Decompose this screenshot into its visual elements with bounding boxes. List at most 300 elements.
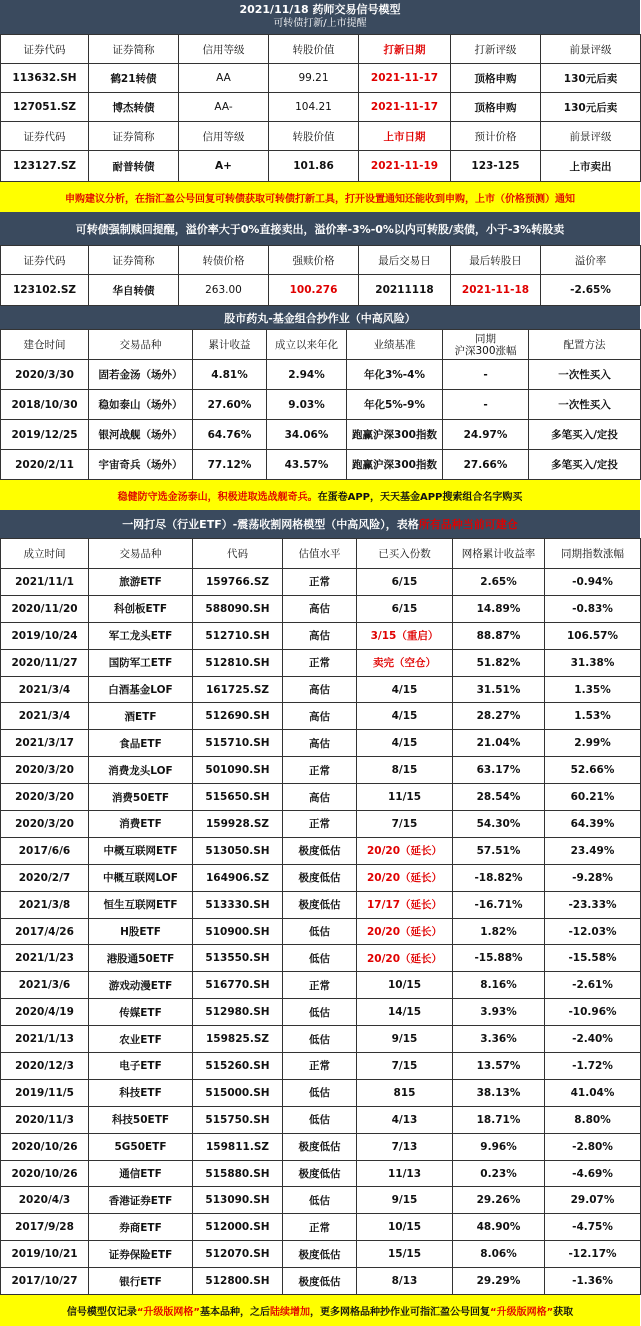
cb-notice: 申购建议分析，在指汇盈公号回复可转债获取可转债打新工具，打开设置通知还能收到申购，上市（价格预测）通知 [0,182,640,212]
header-cell: 强赎价格 [269,246,359,275]
table-row [1,569,641,596]
table-cell: 4/15 [357,703,453,730]
table-cell: 18.71% [453,1106,545,1133]
table-cell: 14.89% [453,595,545,622]
table-cell: -18.82% [453,864,545,891]
table-cell: 3.36% [453,1026,545,1053]
table-cell: 159811.SZ [193,1133,283,1160]
table-cell: 9.03% [267,390,347,420]
table-cell: 卖完（空仓） [357,649,453,676]
table-cell: 银行ETF [89,1268,193,1295]
fund-table [0,329,641,480]
header-cell: 证券简称 [89,35,179,64]
table-row [1,1187,641,1214]
table-cell: 11/13 [357,1160,453,1187]
table-cell: 2019/12/25 [1,420,89,450]
table-cell: 2020/11/3 [1,1106,89,1133]
table-cell: 高估 [283,730,357,757]
table-row [1,811,641,838]
table-row [1,649,641,676]
table-cell: 513050.SH [193,837,283,864]
table-cell: 5G50ETF [89,1133,193,1160]
table-cell: 64.76% [193,420,267,450]
table-cell: 正常 [283,972,357,999]
table-cell: 香港证券ETF [89,1187,193,1214]
header-cell: 同期指数涨幅 [545,539,641,569]
table-cell: 515710.SH [193,730,283,757]
table-cell: -23.33% [545,891,641,918]
table-cell: 588090.SH [193,595,283,622]
header-cell: 前景评级 [541,122,641,151]
table-cell: 科创板ETF [89,595,193,622]
table-cell: 8.06% [453,1241,545,1268]
table-row [1,420,641,450]
table-row [1,622,641,649]
table-row [1,676,641,703]
redeem-table [0,245,641,306]
table-row [1,595,641,622]
table-cell: 2021/11/1 [1,569,89,596]
header-cell: 转债价格 [179,246,269,275]
table-cell: 2017/10/27 [1,1268,89,1295]
table-cell: 3/15（重启） [357,622,453,649]
table-cell: 24.97% [443,420,529,450]
table-row [1,390,641,420]
table-cell: 高估 [283,595,357,622]
table-cell: 一次性买入 [529,360,641,390]
table-cell: 高估 [283,784,357,811]
table-cell: 2021/3/8 [1,891,89,918]
table-cell: -10.96% [545,999,641,1026]
etf-title-red: 所有品种当前可建仓 [418,518,518,531]
redeem-banner: 可转债强制赎回提醒，溢价率大于0%直接卖出，溢价率-3%-0%以内可转股/卖债，小于-3%转股卖 [0,212,640,245]
table-cell: 4.81% [193,360,267,390]
table-cell: 低估 [283,1079,357,1106]
footer-part-7: 获取 [553,1307,574,1319]
fund-notice-black: 在蛋卷APP，天天基金APP搜索组合名字购买 [317,491,523,503]
table-cell: 2020/11/20 [1,595,89,622]
table-cell: 8/15 [357,757,453,784]
header-cell: 估值水平 [283,539,357,569]
table-cell: 29.29% [453,1268,545,1295]
table-cell: 13.57% [453,1053,545,1080]
table-cell: 51.82% [453,649,545,676]
table-cell: 1.82% [453,918,545,945]
table-cell: 2020/4/19 [1,999,89,1026]
table-cell: 106.57% [545,622,641,649]
table-cell: 159825.SZ [193,1026,283,1053]
table-cell: 123127.SZ [1,151,89,182]
header-cell: 累计收益 [193,330,267,360]
table-cell: 52.66% [545,757,641,784]
table-cell: 10/15 [357,1214,453,1241]
table-cell: -2.40% [545,1026,641,1053]
header-cell: 建仓时间 [1,330,89,360]
table-cell: 正常 [283,569,357,596]
table-cell: 2.94% [267,360,347,390]
cb-table [0,34,641,182]
table-cell: 食品ETF [89,730,193,757]
table-row [1,972,641,999]
table-cell: 传媒ETF [89,999,193,1026]
table-cell: 34.06% [267,420,347,450]
table-cell: 512710.SH [193,622,283,649]
table-cell: 88.87% [453,622,545,649]
table-cell: 正常 [283,1053,357,1080]
header-cell: 上市日期 [359,122,451,151]
table-cell: 512800.SH [193,1268,283,1295]
table-cell: 2017/4/26 [1,918,89,945]
table-cell: AA- [179,93,269,122]
table-cell: 正常 [283,649,357,676]
table-cell: 低估 [283,999,357,1026]
table-cell: 100.276 [269,275,359,306]
table-row [1,918,641,945]
table-cell: 515260.SH [193,1053,283,1080]
table-cell: 耐普转债 [89,151,179,182]
table-cell: 2020/2/11 [1,450,89,480]
table-cell: 低估 [283,1187,357,1214]
table-cell: 113632.SH [1,64,89,93]
title-banner [0,0,640,34]
table-cell: 21.04% [453,730,545,757]
table-cell: 2021-11-17 [359,64,451,93]
table-cell: 6/15 [357,595,453,622]
table-cell: 2020/3/20 [1,784,89,811]
table-cell: 中概互联网LOF [89,864,193,891]
table-cell: 513090.SH [193,1187,283,1214]
table-cell: 稳如泰山（场外） [89,390,193,420]
table-cell: 6/15 [357,569,453,596]
table-cell: 2021-11-17 [359,93,451,122]
table-cell: 20/20（延长） [357,837,453,864]
table-cell: 7/15 [357,811,453,838]
table-cell: 农业ETF [89,1026,193,1053]
table-row [1,1214,641,1241]
header-cell: 证券简称 [89,122,179,151]
table-cell: 通信ETF [89,1160,193,1187]
table-cell: 跑赢沪深300指数 [347,450,443,480]
table-cell: 2021/3/17 [1,730,89,757]
table-cell: 宇宙奇兵（场外） [89,450,193,480]
table-header-row [1,330,641,360]
table-cell: 123-125 [451,151,541,182]
table-cell: 低估 [283,945,357,972]
table-cell: 27.66% [443,450,529,480]
table-cell: AA [179,64,269,93]
table-cell: -16.71% [453,891,545,918]
table-cell: 4/15 [357,730,453,757]
table-cell: 4/15 [357,676,453,703]
table-cell: 515750.SH [193,1106,283,1133]
table-cell: 60.21% [545,784,641,811]
table-cell: 2017/6/6 [1,837,89,864]
table-cell: 2020/3/20 [1,757,89,784]
table-cell: 中概互联网ETF [89,837,193,864]
table-cell: -2.80% [545,1133,641,1160]
table-row [1,945,641,972]
table-cell: 多笔买入/定投 [529,420,641,450]
table-cell: 旅游ETF [89,569,193,596]
table-cell: 130元后卖 [541,64,641,93]
table-cell: 游戏动漫ETF [89,972,193,999]
table-cell: -1.72% [545,1053,641,1080]
table-cell: 161725.SZ [193,676,283,703]
table-cell: -2.61% [545,972,641,999]
table-cell: 极度低估 [283,1268,357,1295]
table-cell: 512690.SH [193,703,283,730]
table-cell: 一次性买入 [529,390,641,420]
table-cell: 年化3%-4% [347,360,443,390]
table-cell: 27.60% [193,390,267,420]
table-cell: 4/13 [357,1106,453,1133]
table-cell: 2020/3/30 [1,360,89,390]
table-cell: 2020/10/26 [1,1160,89,1187]
table-cell: 2.65% [453,569,545,596]
table-cell: 多笔买入/定投 [529,450,641,480]
table-cell: 510900.SH [193,918,283,945]
table-cell: 14/15 [357,999,453,1026]
table-row [1,703,641,730]
table-cell: 501090.SH [193,757,283,784]
table-row [1,891,641,918]
table-row [1,1160,641,1187]
header-cell: 预计价格 [451,122,541,151]
table-cell: 263.00 [179,275,269,306]
table-cell: - [443,360,529,390]
header-cell: 交易品种 [89,330,193,360]
table-cell: 515650.SH [193,784,283,811]
table-header-row [1,35,641,64]
page-subtitle: 可转债打新/上市提醒 [273,18,367,29]
header-cell: 网格累计收益率 [453,539,545,569]
table-cell: 8.80% [545,1106,641,1133]
table-row [1,1241,641,1268]
header-cell: 证券简称 [89,246,179,275]
table-cell: 54.30% [453,811,545,838]
etf-table [0,538,641,1295]
table-cell: 科技50ETF [89,1106,193,1133]
header-cell: 最后交易日 [359,246,451,275]
table-row [1,757,641,784]
table-cell: 48.90% [453,1214,545,1241]
table-cell: 28.54% [453,784,545,811]
header-cell: 证券代码 [1,35,89,64]
table-cell: 101.86 [269,151,359,182]
table-cell: -0.83% [545,595,641,622]
table-cell: 31.51% [453,676,545,703]
table-cell: 低估 [283,1026,357,1053]
table-row [1,360,641,390]
table-cell: 银河战舰（场外） [89,420,193,450]
table-cell: 20211118 [359,275,451,306]
header-cell: 业绩基准 [347,330,443,360]
table-cell: 38.13% [453,1079,545,1106]
table-cell: 低估 [283,918,357,945]
header-cell: 打新日期 [359,35,451,64]
fund-notice [0,480,640,510]
table-cell: 9.96% [453,1133,545,1160]
table-header-row [1,122,641,151]
table-cell: 跑赢沪深300指数 [347,420,443,450]
header-cell: 打新评级 [451,35,541,64]
table-cell: 2018/10/30 [1,390,89,420]
table-cell: 77.12% [193,450,267,480]
table-cell: 515880.SH [193,1160,283,1187]
table-row [1,151,641,182]
table-cell: 恒生互联网ETF [89,891,193,918]
page-title: 2021/11/18 药师交易信号模型 [239,3,401,16]
table-cell: 博杰转债 [89,93,179,122]
table-cell: 证券保险ETF [89,1241,193,1268]
table-cell: 15/15 [357,1241,453,1268]
table-cell: 顶格申购 [451,93,541,122]
table-row [1,275,641,306]
table-cell: -1.36% [545,1268,641,1295]
header-cell: 证券代码 [1,246,89,275]
table-cell: 43.57% [267,450,347,480]
table-row [1,1106,641,1133]
header-cell: 成立时间 [1,539,89,569]
table-cell: 白酒基金LOF [89,676,193,703]
table-cell: 2.99% [545,730,641,757]
header-cell: 信用等级 [179,35,269,64]
table-cell: 电子ETF [89,1053,193,1080]
footer-notice [0,1295,640,1326]
table-cell: 2021/3/4 [1,703,89,730]
table-cell: 11/15 [357,784,453,811]
table-cell: 2019/11/5 [1,1079,89,1106]
etf-banner [0,510,640,538]
table-cell: 2020/2/7 [1,864,89,891]
table-cell: 159766.SZ [193,569,283,596]
table-cell: 2021-11-18 [451,275,541,306]
table-cell: 9/15 [357,1026,453,1053]
table-cell: 港股通50ETF [89,945,193,972]
header-cell: 证券代码 [1,122,89,151]
table-cell: 64.39% [545,811,641,838]
table-row [1,730,641,757]
table-cell: 9/15 [357,1187,453,1214]
table-cell: 极度低估 [283,1241,357,1268]
table-cell: 年化5%-9% [347,390,443,420]
header-cell: 最后转股日 [451,246,541,275]
table-cell: 99.21 [269,64,359,93]
table-cell: 516770.SH [193,972,283,999]
header-cell: 同期 沪深300涨幅 [443,330,529,360]
header-cell: 溢价率 [541,246,641,275]
table-cell: 2019/10/21 [1,1241,89,1268]
table-cell: 正常 [283,811,357,838]
header-cell: 已买入份数 [357,539,453,569]
header-cell: 配置方法 [529,330,641,360]
table-cell: 2020/11/27 [1,649,89,676]
table-cell: 1.53% [545,703,641,730]
footer-part-5: ，更多网格品种抄作业可指汇盈公号回复 [310,1307,490,1319]
header-cell: 代码 [193,539,283,569]
table-cell: 2021-11-19 [359,151,451,182]
table-cell: 57.51% [453,837,545,864]
table-cell: 极度低估 [283,864,357,891]
header-cell: 成立以来年化 [267,330,347,360]
table-header-row [1,539,641,569]
table-cell: A+ [179,151,269,182]
table-cell: 军工龙头ETF [89,622,193,649]
table-cell: -15.58% [545,945,641,972]
header-cell: 转股价值 [269,122,359,151]
table-row [1,450,641,480]
table-cell: 2021/1/13 [1,1026,89,1053]
table-cell: 28.27% [453,703,545,730]
table-row [1,1133,641,1160]
table-row [1,93,641,122]
table-cell: 7/15 [357,1053,453,1080]
table-cell: 10/15 [357,972,453,999]
table-cell: 极度低估 [283,1160,357,1187]
table-cell: 2021/3/4 [1,676,89,703]
footer-part-1: 信号模型仅记录 [66,1307,137,1319]
table-cell: -2.65% [541,275,641,306]
table-cell: 0.23% [453,1160,545,1187]
table-cell: 515000.SH [193,1079,283,1106]
table-cell: 正常 [283,1214,357,1241]
table-row [1,1053,641,1080]
table-cell: -15.88% [453,945,545,972]
table-cell: 41.04% [545,1079,641,1106]
header-cell: 前景评级 [541,35,641,64]
table-cell: 20/20（延长） [357,945,453,972]
table-cell: 63.17% [453,757,545,784]
table-cell: 8/13 [357,1268,453,1295]
table-row [1,64,641,93]
table-cell: 券商ETF [89,1214,193,1241]
table-cell: 华自转债 [89,275,179,306]
table-cell: 23.49% [545,837,641,864]
table-cell: 164906.SZ [193,864,283,891]
table-cell: 1.35% [545,676,641,703]
table-cell: H股ETF [89,918,193,945]
table-row [1,1026,641,1053]
footer-part-4: 陆续增加 [270,1307,310,1319]
table-cell: 2019/10/24 [1,622,89,649]
table-row [1,999,641,1026]
table-cell: 固若金汤（场外） [89,360,193,390]
table-cell: 123102.SZ [1,275,89,306]
header-cell: 转股价值 [269,35,359,64]
table-cell: 815 [357,1079,453,1106]
header-cell: 信用等级 [179,122,269,151]
table-cell: 159928.SZ [193,811,283,838]
table-cell: 29.26% [453,1187,545,1214]
table-cell: 消费50ETF [89,784,193,811]
table-cell: 513550.SH [193,945,283,972]
table-cell: 7/13 [357,1133,453,1160]
table-cell: 国防军工ETF [89,649,193,676]
table-cell: 29.07% [545,1187,641,1214]
table-cell: -0.94% [545,569,641,596]
table-cell: -12.03% [545,918,641,945]
table-cell: 20/20（延长） [357,864,453,891]
table-row [1,864,641,891]
table-cell: 上市卖出 [541,151,641,182]
table-row [1,1268,641,1295]
table-cell: 20/20（延长） [357,918,453,945]
table-cell: 消费龙头LOF [89,757,193,784]
table-cell: 2021/1/23 [1,945,89,972]
table-cell: 酒ETF [89,703,193,730]
table-cell: 高估 [283,703,357,730]
table-cell: 2020/12/3 [1,1053,89,1080]
